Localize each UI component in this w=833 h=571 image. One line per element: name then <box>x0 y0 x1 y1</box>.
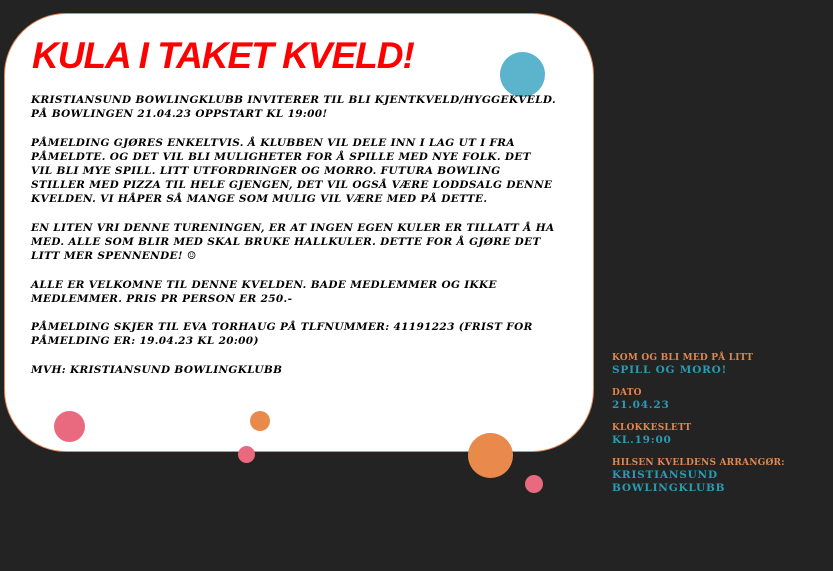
signature-paragraph: MVH: KRISTIANSUND BOWLINGKLUBB <box>31 363 283 376</box>
rules-paragraph: EN LITEN VRI DENNE TURENINGEN, ER AT INGEN EGEN KULER ER TILLATT Å HA MED. ALLE SOM BLIR MED SKAL BRUKE HALLKULER. DETTE FOR Å GJØRE DET LITT MER SPENNENDE! ☺ <box>31 221 555 263</box>
signup-paragraph: PÅMELDING GJØRES ENKELTVIS. Å KLUBBEN VIL DELE INN I LAG UT I FRA PÅMELDTE. OG DET VIL BLI MULIGHETER FOR Å SPILLE MED NYE FOLK. DET VIL BLI MYE SPILL. LITT UTFORDRINGER OG MORRO. FUTURA BOWLING STILLER MED PIZZA TIL HELE GJENGEN, DET VIL OGSÅ VÆRE LODDSALG DENNE KVELDEN. VI HÅPER SÅ MANGE SOM MULIG VIL VÆRE MED PÅ DETTE. <box>31 136 553 206</box>
organizer-value: KRISTIANSUND BOWLINGKLUBB <box>612 469 726 494</box>
organizer-label: HILSEN KVELDENS ARRANGØR: <box>612 458 785 468</box>
welcome-paragraph: ALLE ER VELKOMNE TIL DENNE KVELDEN. BADE MEDLEMMER OG IKKE MEDLEMMER. PRIS PR PERSON ER 250.- <box>31 278 497 305</box>
time-label: KLOKKESLETT <box>612 423 692 433</box>
invitation-paragraph: KRISTIANSUND BOWLINGKLUBB INVITERER TIL BLI KJENTKVELD/HYGGEKVELD. PÅ BOWLINGEN 21.04.23 OPPSTART KL 19:00! <box>31 94 556 121</box>
decorative-pink-circle-left <box>54 411 85 442</box>
tagline-label: KOM OG BLI MED PÅ LITT <box>612 353 754 363</box>
decorative-pink-circle-right <box>525 475 543 493</box>
date-value: 21.04.23 <box>612 399 670 411</box>
flyer-body <box>31 93 556 391</box>
decorative-orange-circle-large <box>468 433 513 478</box>
decorative-pink-circle-small <box>238 446 255 463</box>
date-label: DATO <box>612 388 642 398</box>
event-details-sidebar <box>612 352 812 505</box>
flyer-title: KULA I TAKET KVELD! <box>32 35 414 76</box>
decorative-blue-circle <box>500 52 545 97</box>
contact-paragraph: PÅMELDING SKJER TIL EVA TORHAUG PÅ TLFNUMMER: 41191223 (FRIST FOR PÅMELDING ER: 19.04.23 KL 20:00) <box>31 321 533 348</box>
decorative-orange-circle-small <box>250 411 270 431</box>
tagline-value: SPILL OG MORO! <box>612 364 728 376</box>
time-value: KL.19:00 <box>612 434 672 446</box>
